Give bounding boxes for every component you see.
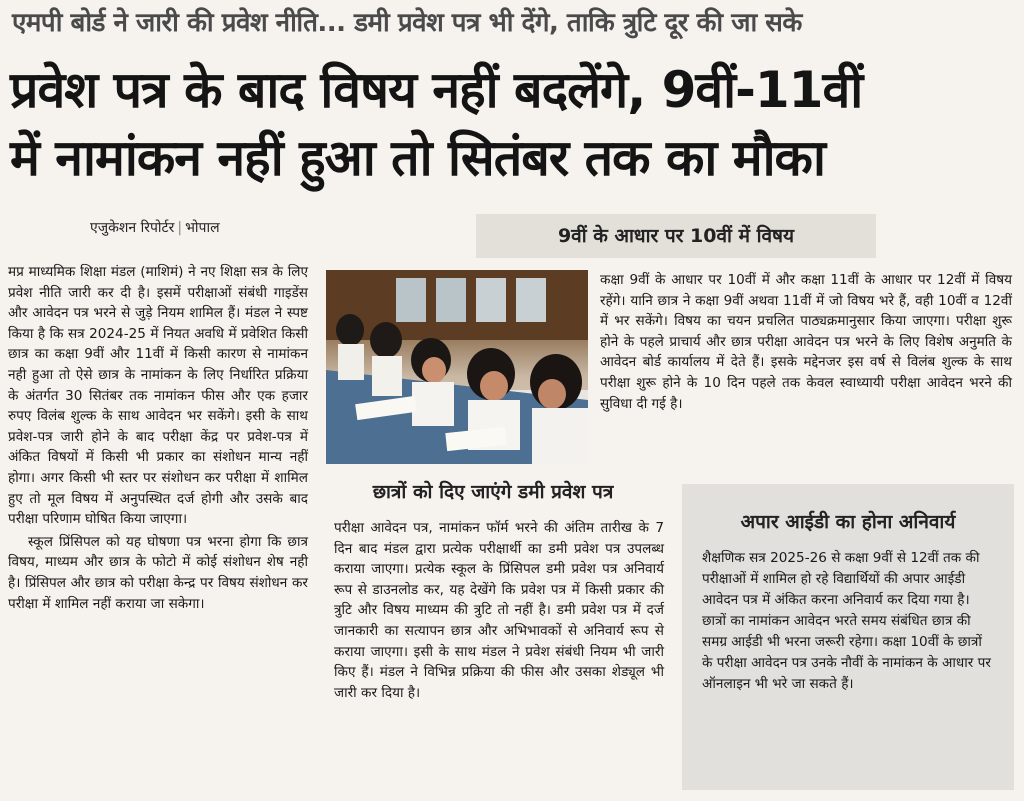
left-paragraph-1: मप्र माध्यमिक शिक्षा मंडल (माशिमं) ने नए शिक्षा सत्र के लिए प्रवेश नीति जारी कर दी है। इसमें परीक्षाओं संबंधी गाइडेंस और आवेदन पत्र भरने से जुड़े नियम शामिल हैं। मंडल ने स्पष्ट किया है कि सत्र 2024-25 में नियत अवधि में प्रवेशित किसी छात्र का कक्षा 9वीं और 11वीं में किसी कारण से नामांकन नही हुआ तो ऐसे छात्र के नामांकन के लिए निर्धारित प्रक्रिया के अंतर्गत 30 सितंबर तक नामांकन फीस और एक हजार रुपए विलंब शुल्क के साथ आवेदन भर सकेंगे। इसी के साथ प्रवेश-पत्र जारी होने के बाद परीक्षा केंद्र पर प्रवेश-पत्र में अंकित विषयों में किसी भी प्रकार का संशोधन मान्य नहीं होगा। अगर किसी भी स्तर पर संशोधन कर परीक्षा में शामिल हुए तो मूल विषय में अनुपस्थित दर्ज होगी और उसके बाद परीक्षा परिणाम घोषित किया जाएगा।: [8, 264, 308, 528]
students-illustration: [326, 270, 588, 464]
apaar-paragraph: शैक्षणिक सत्र 2025-26 से कक्षा 9वीं से 12वीं तक की परीक्षाओं में शामिल हो रहे विद्यार्थियों की अपार आईडी आवेदन पत्र में अंकित करना अनिवार्य कर दिया गया है। छात्रों का नामांकन आवेदन भरते समय संबंधित छात्र की समग्र आईडी भी भरना जरूरी रहेगा। कक्षा 10वीं के छात्रों के परीक्षा आवेदन पत्र उनके नौवीं के नामांकन के आधार पर ऑनलाइन भी भरे जा सकते हैं।: [702, 550, 991, 692]
headline-line-2: में नामांकन नहीं हुआ तो सितंबर तक का मौका: [10, 129, 825, 187]
apaar-id-heading: अपार आईडी का होना अनिवार्य: [740, 511, 956, 533]
byline-separator: |: [177, 220, 183, 236]
dummy-admit-card-body: [334, 518, 664, 703]
main-headline: [10, 56, 1010, 192]
kicker-headline: एमपी बोर्ड ने जारी की प्रवेश नीति... डमी प्रवेश पत्र भी देंगे, ताकि त्रुटि दूर की जा सके: [12, 8, 802, 38]
left-column-article: [8, 262, 308, 614]
left-paragraph-2: स्कूल प्रिंसिपल को यह घोषणा पत्र भरना होगा कि छात्र विषय, माध्यम और छात्र के फोटो में कोई संशोधन शेष नही है। प्रिंसिपल और छात्र को परीक्षा केन्द्र पर विषय संशोधन कर परीक्षा में शामिल नहीं कराया जा सकेगा।: [8, 533, 308, 612]
dummy-paragraph: परीक्षा आवेदन पत्र, नामांकन फॉर्म भरने की अंतिम तारीख के 7 दिन बाद मंडल द्वारा प्रत्येक परीक्षार्थी का डमी प्रवेश पत्र उपलब्ध कराया जाएगा। प्रत्येक स्कूल के प्रिंसिपल डमी प्रवेश पत्र अनिवार्य रूप से डाउनलोड कर, यह देखेंगे कि प्रवेश पत्र में किसी प्रकार की त्रुटि और विषय माध्यम की त्रुटि तो नहीं है। डमी प्रवेश पत्र में दर्ज जानकारी का सत्यापन छात्र और अभिभावकों से अनिवार्य रूप से कराया जाएगा। इसी के साथ मंडल ने प्रवेश संबंधी नियम भी जारी किए हैं। मंडल ने विभिन्न प्रक्रिया की फीस और उसका शेड्यूल भी जारी कर दिया है।: [334, 520, 664, 701]
byline-reporter: एजुकेशन रिपोर्टर: [90, 220, 175, 236]
dummy-admit-card-heading: छात्रों को दिए जाएंगे डमी प्रवेश पत्र: [372, 481, 614, 503]
subject-heading: 9वीं के आधार पर 10वीं में विषय: [557, 225, 795, 247]
headline-line-1: प्रवेश पत्र के बाद विषय नहीं बदलेंगे, 9वीं-11वीं: [10, 61, 863, 119]
subject-section-body: [600, 270, 1012, 414]
byline: [90, 218, 220, 237]
subject-paragraph: कक्षा 9वीं के आधार पर 10वीं में और कक्षा 11वीं के आधार पर 12वीं में विषय रहेंगे। यानि छात्र ने कक्षा 9वीं अथवा 11वीं में जो विषय भरे हैं, वही 10वीं व 12वीं में भर सकेंगे। विषय का चयन प्रचलित पाठ्यक्रमानुसार किया जाएगा। परीक्षा शुरू होने के पहले प्राचार्य और छात्र परीक्षा आवेदन पत्र भरने के लिए विशेष अनुमति के आवेदन बोर्ड कार्यालय में देते हैं। इसके मद्देनजर इस वर्ष से विलंब शुल्क के साथ परीक्षा शुरू होने के 10 दिन पहले तक केवल स्वाध्यायी परीक्षा आवेदन भरने की सुविधा दी गई है।: [600, 272, 1012, 412]
apaar-id-body: [702, 548, 996, 695]
students-photo: [326, 270, 588, 464]
byline-city: भोपाल: [185, 220, 220, 236]
